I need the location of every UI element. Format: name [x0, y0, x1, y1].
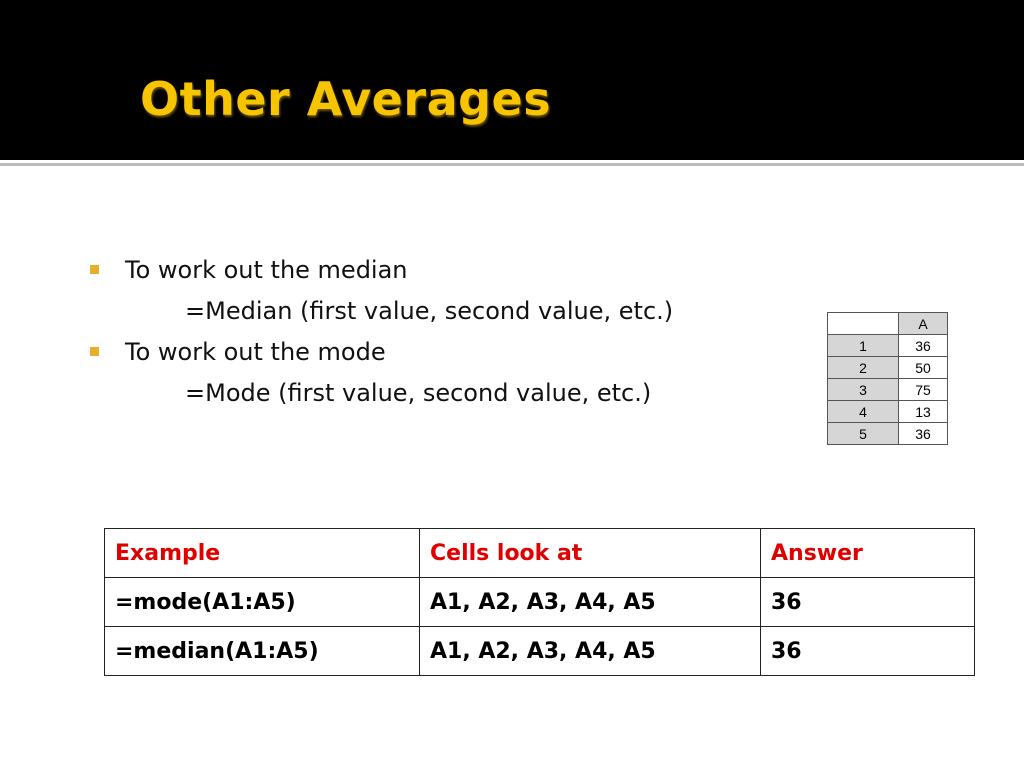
cell-value: 50	[899, 357, 948, 379]
sub-bullet-median-formula	[90, 291, 790, 332]
cell-value: 36	[899, 423, 948, 445]
bullet-item-median	[90, 250, 790, 291]
cells-looked-at: A1, A2, A3, A4, A5	[420, 627, 761, 676]
sub-bullet-mode-formula	[90, 373, 790, 414]
square-bullet-icon	[90, 265, 99, 274]
column-header-a: A	[899, 313, 948, 335]
cells-looked-at: A1, A2, A3, A4, A5	[420, 578, 761, 627]
spreadsheet-corner-cell	[828, 313, 899, 335]
table-row	[105, 627, 975, 676]
answer-value: 36	[761, 578, 975, 627]
row-header: 3	[828, 379, 899, 401]
header-divider	[0, 163, 1024, 166]
cell-value: 13	[899, 401, 948, 423]
table-header-row	[105, 529, 975, 578]
title-bar	[0, 0, 1024, 160]
bullet-text: To work out the median	[125, 256, 408, 284]
spreadsheet-row	[828, 335, 948, 357]
cell-value: 36	[899, 335, 948, 357]
spreadsheet-row	[828, 423, 948, 445]
spreadsheet-row	[828, 357, 948, 379]
example-formula: =mode(A1:A5)	[105, 578, 420, 627]
header-cells-look-at: Cells look at	[420, 529, 761, 578]
example-formula: =median(A1:A5)	[105, 627, 420, 676]
spreadsheet-row	[828, 379, 948, 401]
cell-value: 75	[899, 379, 948, 401]
square-bullet-icon	[90, 347, 99, 356]
row-header: 5	[828, 423, 899, 445]
bullet-text: To work out the mode	[125, 338, 386, 366]
formula-text: =Median (first value, second value, etc.)	[185, 297, 674, 325]
table-row	[105, 578, 975, 627]
spreadsheet-header-row	[828, 313, 948, 335]
example-table	[104, 528, 975, 676]
row-header: 4	[828, 401, 899, 423]
bullet-item-mode	[90, 332, 790, 373]
slide-title: Other Averages	[140, 72, 552, 126]
spreadsheet-snippet	[827, 312, 948, 445]
answer-value: 36	[761, 627, 975, 676]
header-example: Example	[105, 529, 420, 578]
formula-text: =Mode (first value, second value, etc.)	[185, 379, 652, 407]
row-header: 1	[828, 335, 899, 357]
bullet-list	[90, 250, 790, 414]
row-header: 2	[828, 357, 899, 379]
header-answer: Answer	[761, 529, 975, 578]
spreadsheet-row	[828, 401, 948, 423]
